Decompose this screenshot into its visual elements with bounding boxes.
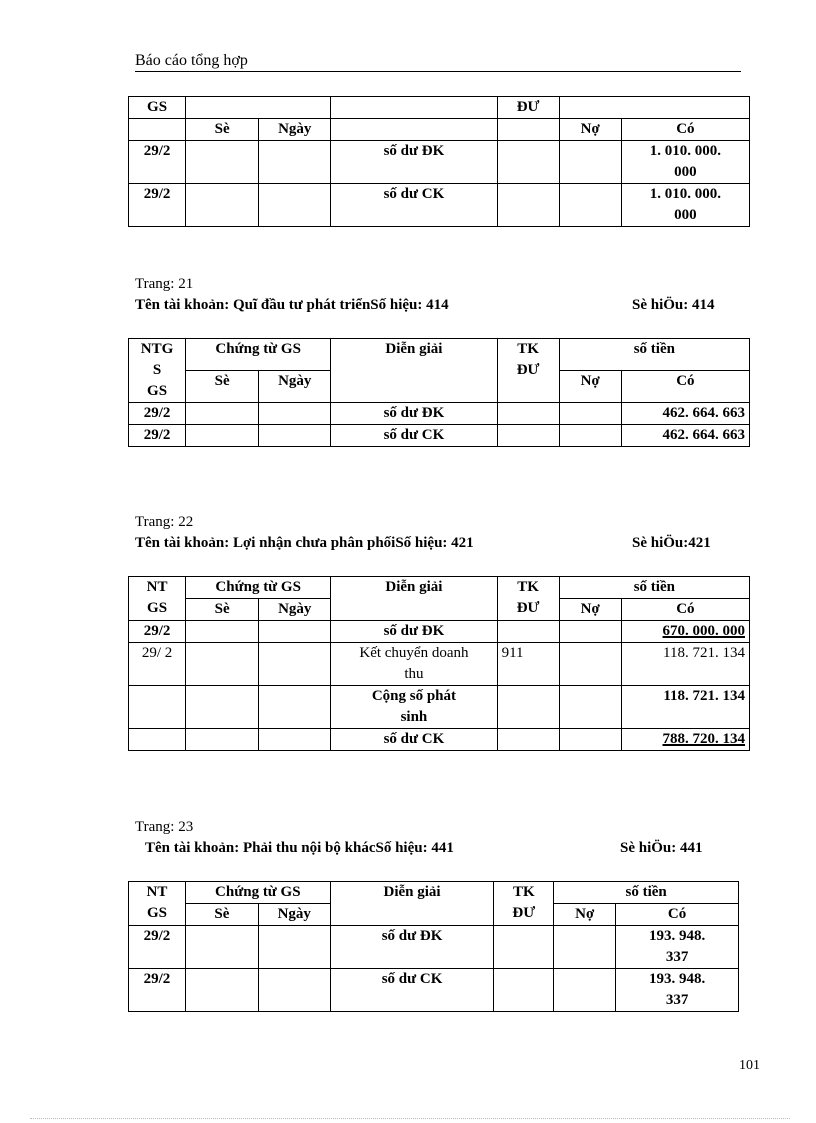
table-row: 29/2 số dư ĐK 670. 000. 000 — [129, 621, 750, 643]
col-ngs: GS — [129, 97, 186, 119]
account-code-414: Sè hiÖu: 414 — [632, 297, 715, 313]
table-row: 29/2 số dư CK 193. 948. 337 — [129, 969, 739, 1012]
ledger-table-continued — [128, 96, 750, 227]
page-ref-22: Trang: 22 — [135, 514, 194, 530]
table-row: 29/2 số dư CK 462. 664. 663 — [129, 425, 750, 447]
page-header-title: Báo cáo tổng hợp — [135, 52, 248, 69]
table-row: số dư CK 788. 720. 134 — [129, 729, 750, 751]
account-code-441: Sè hiÖu: 441 — [620, 840, 703, 856]
ledger-table-441: NT GS Chứng từ GS Diễn giải TK ĐƯ số tiền Sè Ngày Nợ Có 29/2 số dư ĐK 193. 948. 337 29/2 số dư CK 193. 948. 337 — [128, 881, 739, 1012]
col-du: ĐƯ — [497, 97, 559, 119]
table-row: Cộng số phát sinh 118. 721. 134 — [129, 686, 750, 729]
table-row: 29/2 số dư ĐK 193. 948. 337 — [129, 926, 739, 969]
footer-divider — [30, 1118, 790, 1119]
table-row: 29/ 2 Kết chuyển doanh thu 911 118. 721. 134 — [129, 643, 750, 686]
account-code-421: Sè hiÖu:421 — [632, 535, 711, 551]
ledger-table-421: NT GS Chứng từ GS Diễn giải TK ĐƯ số tiền Sè Ngày Nợ Có 29/2 số dư ĐK 670. 000. 000 29/ 2 Kết chuyển doanh thu 911 118. 721. 134 Cộng số phát sinh 118. 721. 134 số dư CK 788. 720. 134 — [128, 576, 750, 751]
page-ref-21: Trang: 21 — [135, 276, 194, 292]
page-ref-23: Trang: 23 — [135, 819, 194, 835]
col-no: Nợ — [559, 119, 621, 141]
table-row: 29/2 số dư ĐK 462. 664. 663 — [129, 403, 750, 425]
table-row: 29/2 số dư ĐK 1. 010. 000. 000 — [129, 141, 750, 184]
table-row: 29/2 số dư CK 1. 010. 000. 000 — [129, 184, 750, 227]
page-number: 101 — [739, 1058, 760, 1073]
account-title-441: Tên tài khoản: Phải thu nội bộ khácSố hiệu: 441 — [145, 840, 454, 856]
header-rule — [135, 71, 741, 72]
col-ngay: Ngày — [259, 119, 331, 141]
ledger-table-414: NTG S GS Chứng từ GS Diễn giải TK ĐƯ số tiền Sè Ngày Nợ Có 29/2 số dư ĐK 462. 664. 663 29/2 số dư CK 462. 664. 663 — [128, 338, 750, 447]
col-so: Sè — [186, 119, 259, 141]
col-co: Có — [621, 119, 749, 141]
account-title-421: Tên tài khoản: Lợi nhận chưa phân phốiSố hiệu: 421 — [135, 535, 474, 551]
account-title-414: Tên tài khoản: Quĩ đầu tư phát triểnSố hiệu: 414 — [135, 297, 449, 313]
